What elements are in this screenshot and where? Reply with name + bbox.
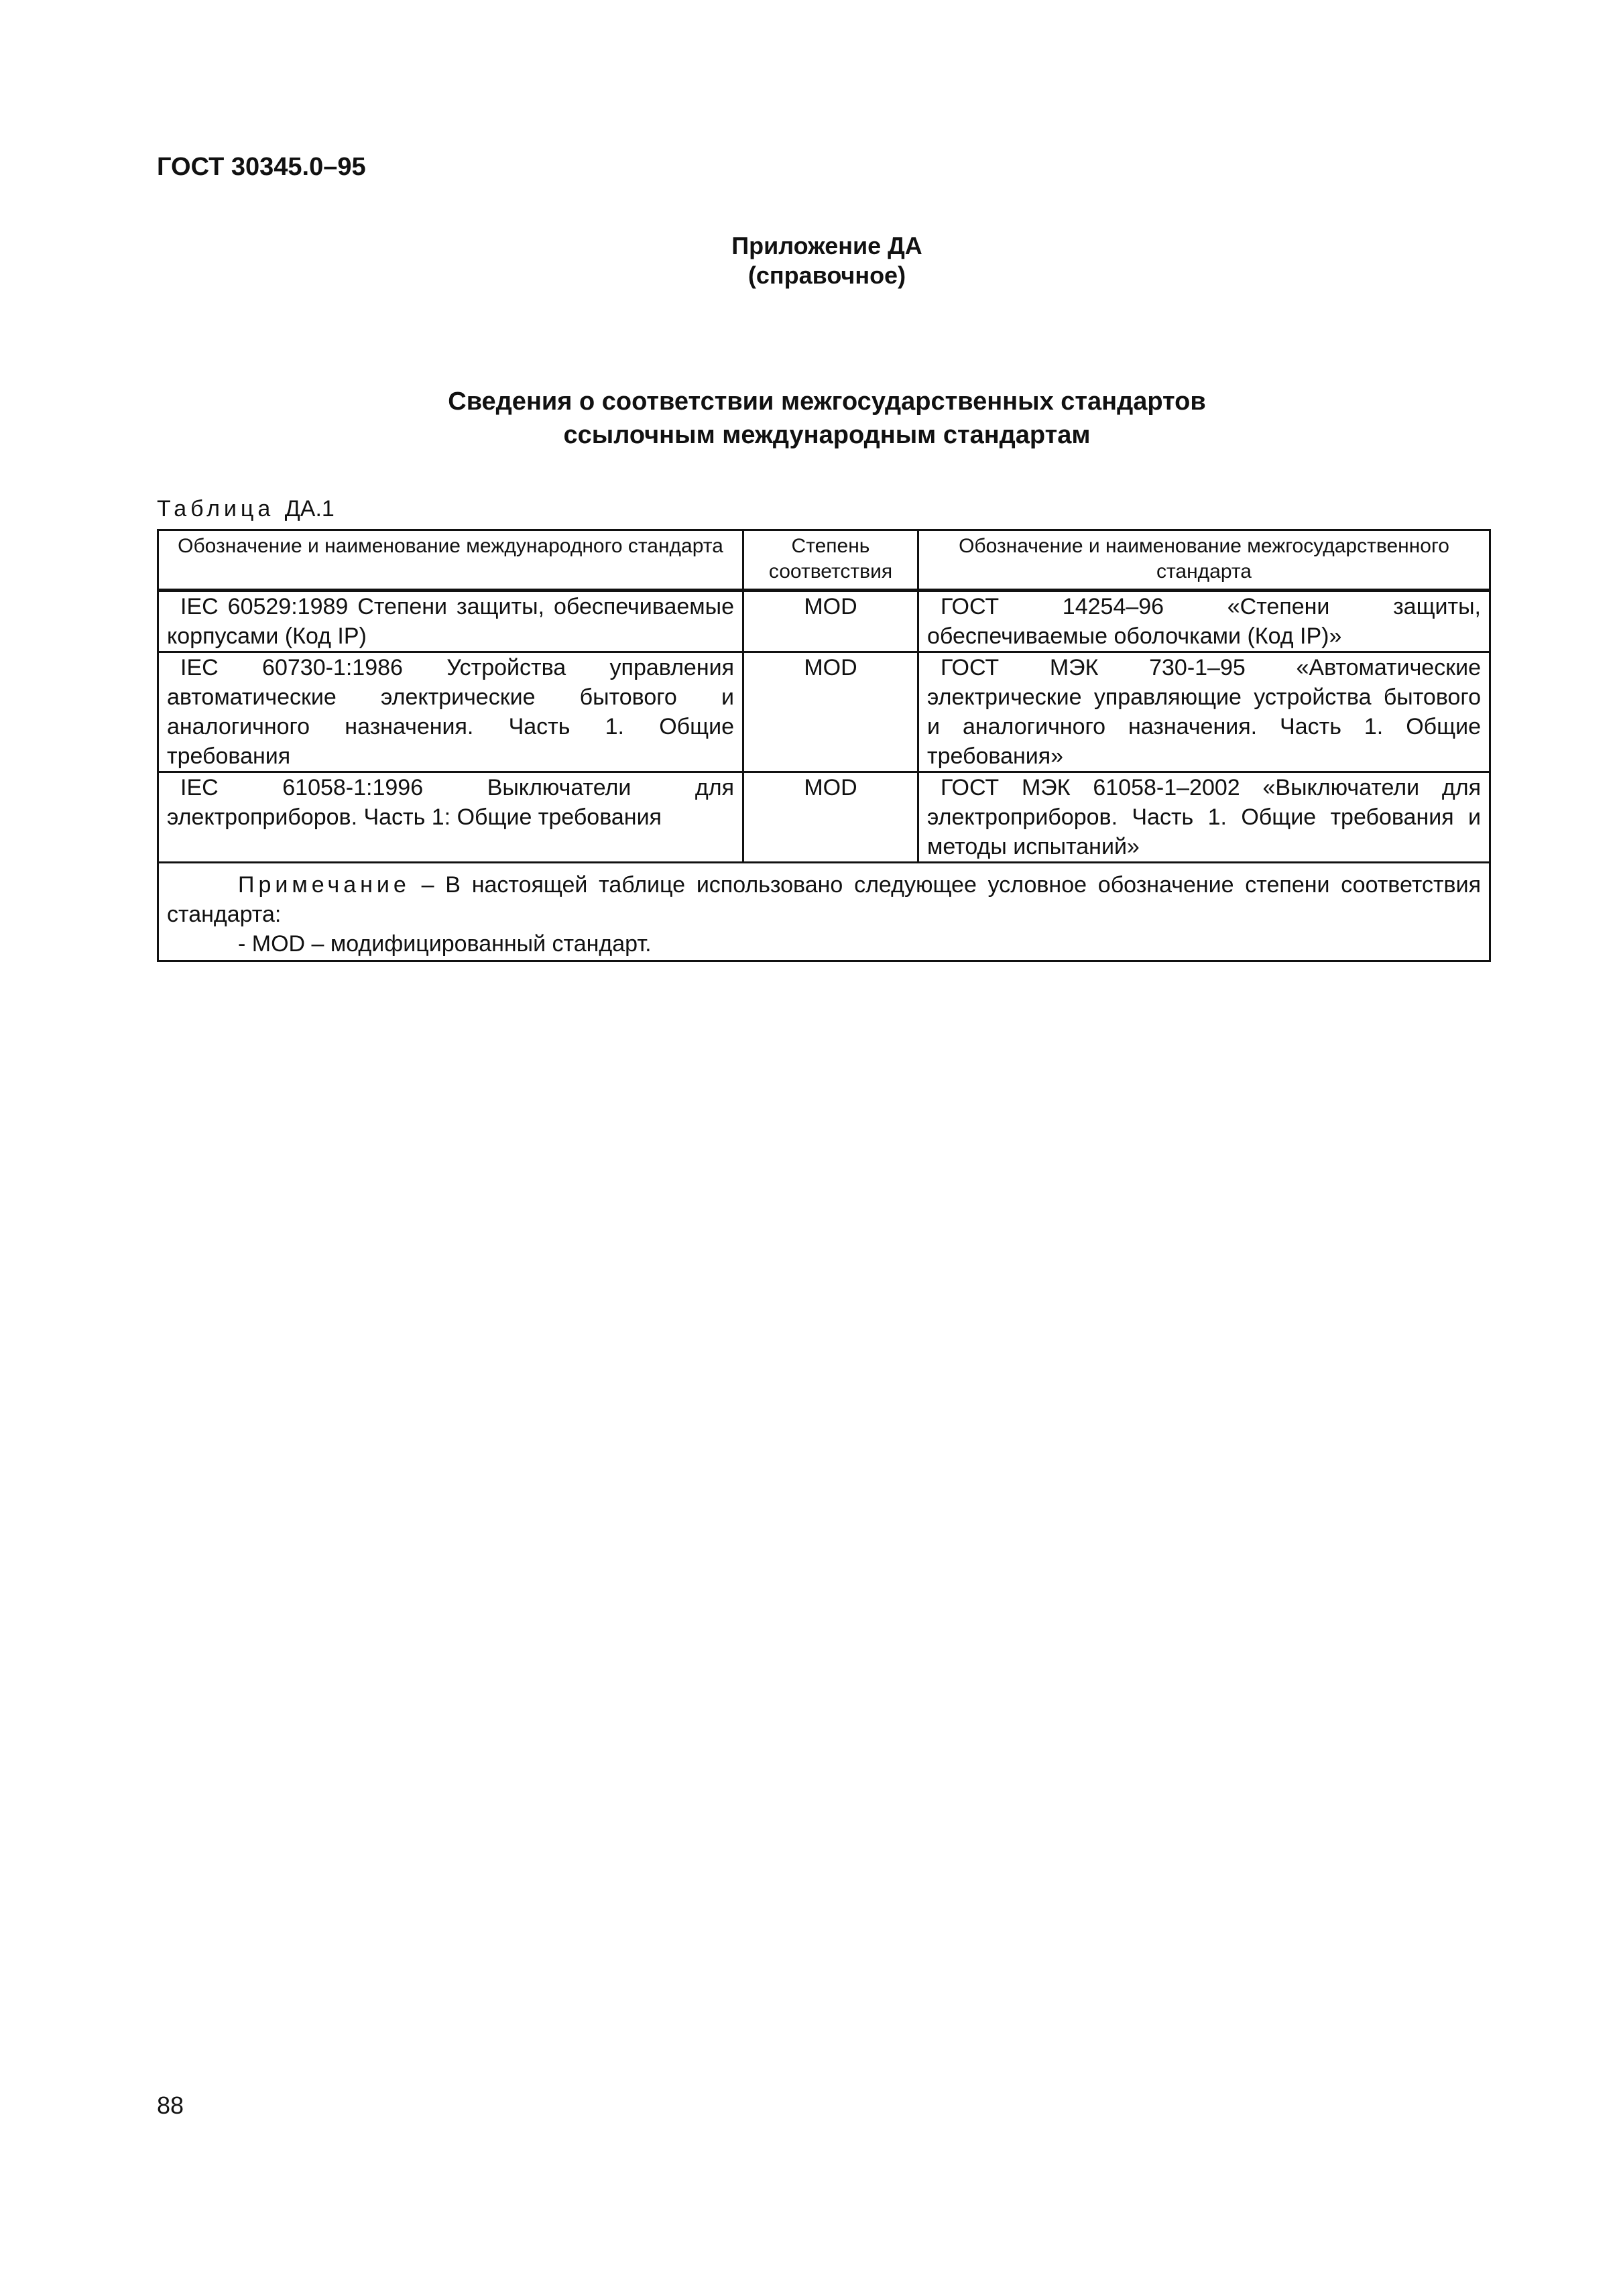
cell-interstate-standard: ГОСТ МЭК 61058-1–2002 «Выключатели для электроприборов. Часть 1. Общие требования и методы испытаний» [918, 772, 1490, 863]
table-note [158, 863, 1490, 961]
page-number: 88 [157, 2092, 184, 2119]
header-international-standard: Обозначение и наименование международного стандарта [158, 530, 743, 591]
annex-title: Приложение ДА [731, 232, 922, 259]
cell-conformity-degree: MOD [743, 652, 918, 772]
table-caption-label: Таблица [157, 496, 275, 522]
annex-type: (справочное) [747, 261, 906, 289]
cell-interstate-standard: ГОСТ 14254–96 «Степени защиты, обеспечиваемые оболочками (Код IP)» [918, 591, 1490, 652]
table-row [158, 652, 1490, 772]
cell-international-standard: IEC 60529:1989 Степени защиты, обеспечиваемые корпусами (Код IP) [158, 591, 743, 652]
cell-interstate-standard: ГОСТ МЭК 730-1–95 «Автоматические электрические управляющие устройства бытового и аналогичного назначения. Часть 1. Общие требования» [918, 652, 1490, 772]
table-note-label: Примечание [238, 872, 410, 898]
table-caption [157, 496, 335, 522]
annex-heading [0, 231, 1623, 290]
document-code: ГОСТ 30345.0–95 [157, 153, 366, 181]
table-note-row [158, 863, 1490, 961]
cell-conformity-degree: MOD [743, 772, 918, 863]
cell-international-standard: IEC 61058-1:1996 Выключатели для электроприборов. Часть 1: Общие требования [158, 772, 743, 863]
table-note-text [167, 870, 1481, 929]
cell-conformity-degree: MOD [743, 591, 918, 652]
header-conformity-degree: Степень соответствия [743, 530, 918, 591]
table-note-item: - MOD – модифицированный стандарт. [238, 931, 652, 957]
conformity-table [157, 529, 1491, 962]
section-title-line-2: ссылочным международным стандартам [563, 421, 1091, 449]
header-interstate-standard: Обозначение и наименование межгосударственного стандарта [918, 530, 1490, 591]
section-title [0, 385, 1623, 452]
table-note-body: – В настоящей таблице использовано следующее условное обозначение степени соответствия стандарта: [167, 872, 1481, 927]
table-caption-number: ДА.1 [284, 496, 335, 522]
table-header-row [158, 530, 1490, 591]
table-row [158, 772, 1490, 863]
section-title-line-1: Сведения о соответствии межгосударственных стандартов [448, 387, 1206, 416]
cell-international-standard: IEC 60730-1:1986 Устройства управления автоматические электрические бытового и аналогичного назначения. Часть 1. Общие требования [158, 652, 743, 772]
table-row [158, 591, 1490, 652]
